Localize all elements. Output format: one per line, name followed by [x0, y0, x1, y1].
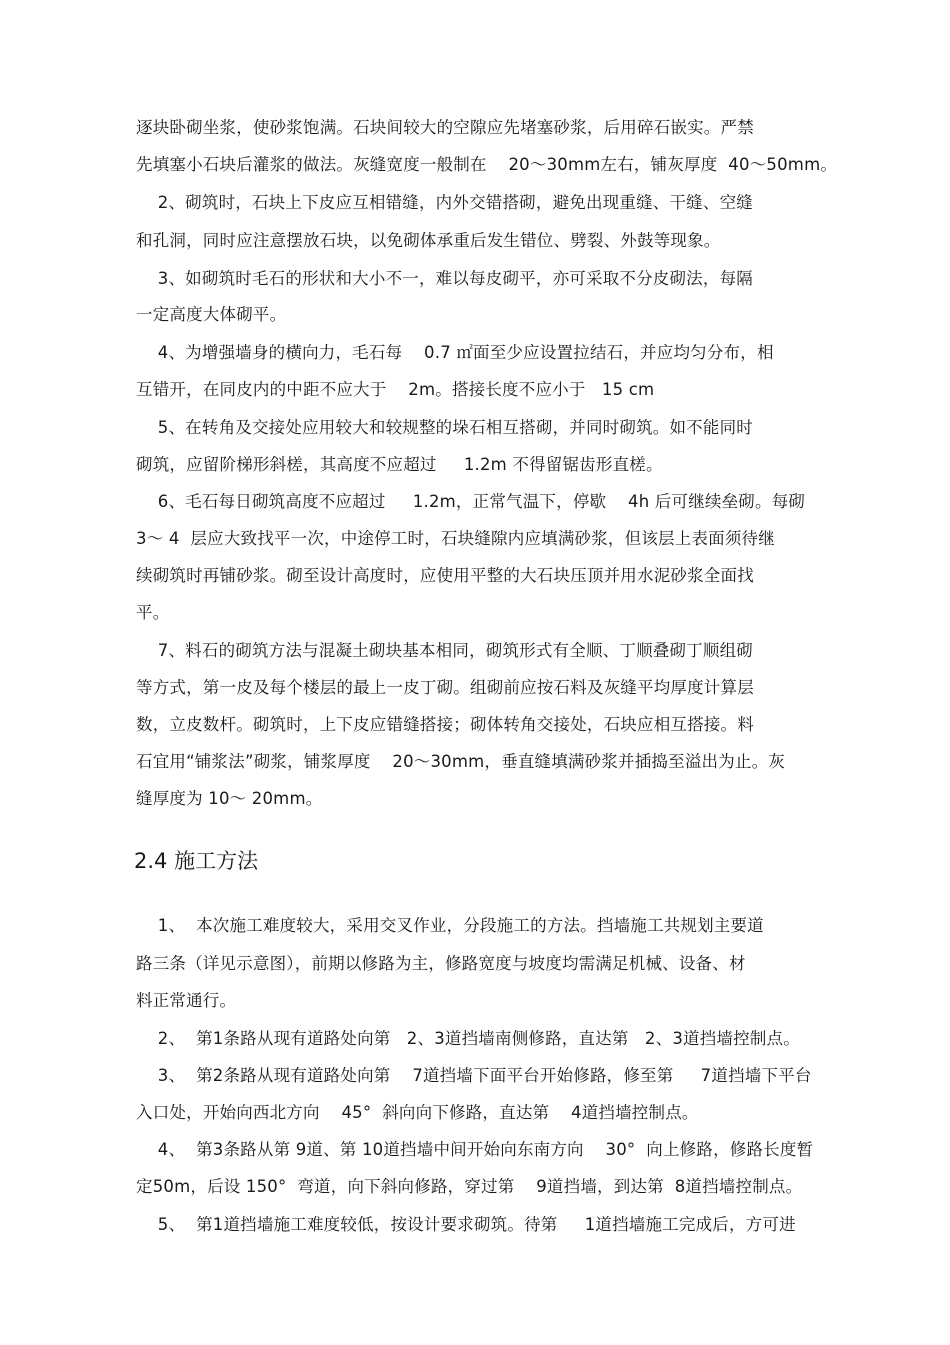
text-line: 等方式，第一皮及每个楼层的最上一皮丁砌。组砌前应按石料及灰缝平均厚度计算层	[136, 678, 754, 697]
text-line: 平。	[136, 603, 170, 622]
text-line: 逐块卧砌坐浆，使砂浆饱满。石块间较大的空隙应先堵塞砂浆，后用碎石嵌实。严禁	[136, 118, 754, 137]
text-line: 砌筑，应留阶梯形斜槎，其高度不应超过 1.2m 不得留锯齿形直槎。	[136, 455, 663, 474]
text-line: 2、 第1条路从现有道路处向第 2、3道挡墙南侧修路，直达第 2、3道挡墙控制点。	[136, 1029, 800, 1048]
text-line: 6、毛石每日砌筑高度不应超过 1.2m，正常气温下，停歇 4h 后可继续垒砌。每砌	[136, 492, 806, 511]
text-line: 定50m，后设 150° 弯道，向下斜向修路，穿过第 9道挡墙，到达第 8道挡墙控制点。	[136, 1177, 803, 1196]
text-line: 和孔洞，同时应注意摆放石块，以免砌体承重后发生错位、劈裂、外鼓等现象。	[136, 231, 721, 250]
text-line: 5、 第1道挡墙施工难度较低，按设计要求砌筑。待第 1道挡墙施工完成后，方可进	[136, 1215, 796, 1234]
text-line: 2、砌筑时，石块上下皮应互相错缝，内外交错搭砌，避免出现重缝、干缝、空缝	[136, 193, 753, 212]
text-line: 入口处，开始向西北方向 45° 斜向向下修路，直达第 4道挡墙控制点。	[136, 1103, 699, 1122]
section-heading: 2.4 施工方法	[134, 849, 259, 873]
text-line: 3～ 4 层应大致找平一次，中途停工时，石块缝隙内应填满砂浆，但该层上表面须待继	[136, 529, 775, 548]
text-line: 先填塞小石块后灌浆的做法。灰缝宽度一般制在 20～30mm左右，铺灰厚度 40～50mm。	[136, 155, 838, 174]
text-line: 路三条（详见示意图），前期以修路为主，修路宽度与坡度均需满足机械、设备、材	[136, 954, 746, 973]
text-line: 1、 本次施工难度较大，采用交叉作业，分段施工的方法。挡墙施工共规划主要道	[136, 916, 764, 935]
text-line: 互错开，在同皮内的中距不应大于 2m。搭接长度不应小于 15 cm	[136, 380, 655, 399]
text-line: 料正常通行。	[136, 991, 237, 1010]
text-line: 一定高度大体砌平。	[136, 305, 287, 324]
text-line: 缝厚度为 10～ 20mm。	[136, 789, 323, 808]
text-line: 5、在转角及交接处应用较大和较规整的垛石相互搭砌，并同时砌筑。如不能同时	[136, 418, 753, 437]
text-line: 数，立皮数杆。砌筑时，上下皮应错缝搭接；砌体转角交接处，石块应相互搭接。料	[136, 715, 754, 734]
text-line: 续砌筑时再铺砂浆。砌至设计高度时，应使用平整的大石块压顶并用水泥砂浆全面找	[136, 566, 754, 585]
text-line: 7、料石的砌筑方法与混凝土砌块基本相同，砌筑形式有全顺、丁顺叠砌丁顺组砌	[136, 641, 753, 660]
text-line: 4、为增强墙身的横向力，毛石每 0.7 ㎡面至少应设置拉结石，并应均匀分布，相	[136, 343, 774, 362]
text-line: 石宜用“铺浆法”砌浆，铺浆厚度 20～30mm，垂直缝填满砂浆并插捣至溢出为止。灰	[136, 752, 786, 771]
text-line: 3、如砌筑时毛石的形状和大小不一，难以每皮砌平，亦可采取不分皮砌法，每隔	[136, 269, 753, 288]
text-line: 3、 第2条路从现有道路处向第 7道挡墙下面平台开始修路，修至第 7道挡墙下平台	[136, 1066, 812, 1085]
text-line: 4、 第3条路从第 9道、第 10道挡墙中间开始向东南方向 30° 向上修路，修路长度暂	[136, 1140, 814, 1159]
